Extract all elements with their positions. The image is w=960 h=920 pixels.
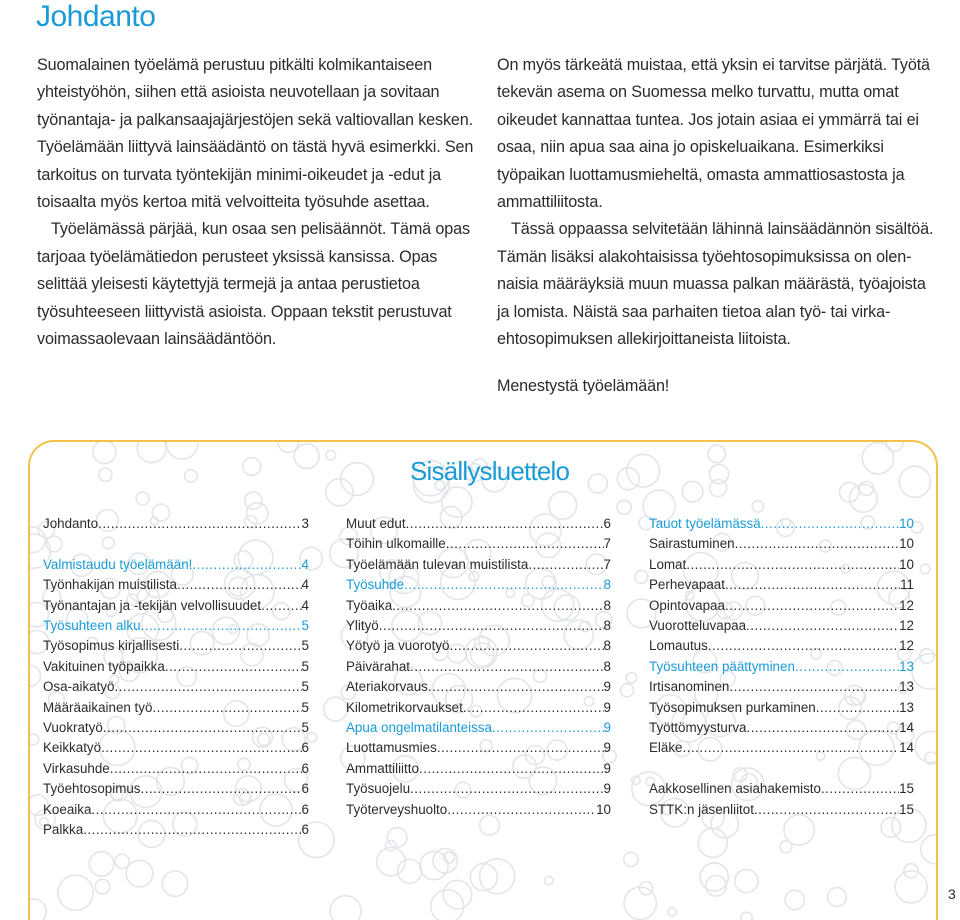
toc-entry-page: 11	[900, 577, 914, 593]
toc-entry-label: Määräaikainen työ	[43, 699, 153, 715]
toc-leader-dots	[729, 677, 899, 697]
toc-entry-page: 12	[899, 638, 914, 654]
toc-leader-dots	[447, 800, 596, 820]
toc-entry[interactable]	[346, 738, 611, 758]
toc-leader-dots	[492, 718, 604, 738]
bubble-decoration	[294, 444, 319, 469]
page-number: 3	[948, 886, 956, 902]
toc-entry[interactable]	[346, 698, 611, 718]
toc-entry-page: 8	[603, 658, 611, 674]
bubble-decoration	[620, 684, 633, 697]
toc-entry[interactable]	[649, 596, 914, 616]
toc-entry-page: 10	[899, 516, 914, 531]
toc-entry-page: 4	[301, 577, 309, 593]
closing-line: Menestystä työelämään!	[497, 377, 670, 396]
toc-entry-label: Irtisanominen	[649, 679, 730, 695]
toc-entry-label: Työttömyysturva	[649, 720, 747, 736]
toc-entry-page: 12	[899, 618, 914, 634]
toc-column-3	[649, 514, 914, 820]
bubble-decoration	[668, 908, 676, 916]
intro-paragraph-1: Suomalainen työelämä perustuu pitkälti kolmikantaiseen yhteistyöhön, siihen että asioista neuvotellaan ja sovitaan työnantaja- ja palkansaajajärjestöjen sekä valtiovallan kesken. Työelämään liittyvä lainsäädäntö on tästä hyvä esimerkki. Sen tarkoitus on turvata työntekijän minimi-oikeudet ja -edut ja toisaalta myös kertoa mitä velvoitteita työsuhde asettaa.	[37, 56, 474, 212]
toc-entry-page: 6	[301, 760, 309, 776]
toc-entry-page: 7	[603, 556, 611, 572]
bubble-decoration	[326, 450, 336, 460]
toc-entry[interactable]	[43, 636, 309, 656]
toc-entry-page: 8	[603, 638, 611, 654]
bubble-decoration	[185, 470, 198, 483]
toc-entry-page: 3	[301, 516, 309, 531]
toc-leader-dots	[192, 555, 301, 575]
toc-leader-dots	[795, 657, 899, 677]
toc-leader-dots	[404, 575, 603, 595]
toc-leader-dots	[437, 738, 604, 758]
toc-leader-dots	[152, 698, 301, 718]
bubble-decoration	[115, 854, 129, 868]
toc-leader-dots	[463, 698, 604, 718]
toc-entry-page: 9	[603, 781, 611, 797]
toc-leader-dots	[754, 800, 899, 820]
toc-leader-dots	[410, 779, 604, 799]
bubble-decoration	[136, 492, 149, 505]
bubble-decoration	[682, 481, 703, 502]
toc-entry-page: 6	[301, 740, 309, 756]
bubble-decoration	[89, 852, 114, 877]
toc-leader-dots	[165, 657, 302, 677]
toc-leader-dots	[379, 616, 604, 636]
toc-entry[interactable]	[649, 718, 914, 738]
bubble-decoration	[545, 876, 554, 885]
toc-column-2	[346, 514, 611, 820]
bubble-decoration	[881, 818, 901, 838]
bubble-decoration	[862, 443, 893, 474]
bubble-decoration	[921, 835, 938, 864]
toc-entry-label: Työterveyshuolto	[346, 801, 448, 817]
bubble-decoration	[635, 570, 648, 583]
toc-entry-page: 9	[603, 760, 611, 776]
bubble-decoration	[30, 665, 41, 686]
bubble-decoration	[627, 454, 660, 487]
bubble-decoration	[709, 464, 728, 483]
bubble-decoration	[828, 888, 847, 907]
toc-entry-page: 7	[603, 536, 611, 552]
toc-leader-dots	[761, 514, 899, 534]
toc-entry[interactable]	[346, 616, 611, 636]
toc-entry-page: 8	[603, 597, 611, 613]
toc-entry[interactable]	[43, 596, 309, 616]
toc-spacer	[43, 534, 309, 554]
bubble-decoration	[849, 484, 877, 512]
bubble-decoration	[785, 890, 804, 909]
toc-entry[interactable]	[649, 677, 914, 697]
bubble-decoration	[30, 734, 39, 745]
toc-entry[interactable]	[43, 575, 309, 595]
toc-entry-label: Sairastuminen	[649, 536, 735, 552]
toc-entry[interactable]	[43, 514, 309, 534]
toc-entry-label: Työnantajan ja -tekijän velvollisuudet	[43, 597, 262, 613]
bubble-decoration	[30, 899, 46, 920]
toc-entry-page: 5	[301, 720, 309, 736]
toc-leader-dots	[725, 596, 899, 616]
toc-entry-label: Työsuhteen päättyminen	[649, 658, 795, 674]
bubble-decoration	[588, 474, 607, 493]
toc-entry-label: Työsuojelu	[346, 781, 411, 797]
toc-entry-label: Päivärahat	[346, 658, 411, 674]
toc-leader-dots	[392, 596, 603, 616]
toc-entry[interactable]	[346, 677, 611, 697]
toc-leader-dots	[141, 616, 302, 636]
bubble-decoration	[137, 442, 166, 463]
toc-entry-label: Vuorotteluvapaa	[649, 618, 747, 634]
toc-leader-dots	[725, 575, 900, 595]
toc-entry-page: 4	[301, 556, 309, 572]
toc-leader-dots	[261, 596, 301, 616]
toc-entry-page: 15	[899, 781, 914, 797]
toc-entry[interactable]	[346, 596, 611, 616]
bubble-decoration	[920, 564, 930, 574]
toc-entry-page: 5	[301, 618, 309, 634]
toc-entry-label: Vuokratyö	[43, 720, 103, 736]
toc-entry-page: 9	[603, 740, 611, 756]
toc-leader-dots	[114, 677, 301, 697]
toc-entry-label: Johdanto	[43, 516, 99, 531]
toc-leader-dots	[410, 657, 604, 677]
toc-entry[interactable]	[649, 555, 914, 575]
toc-entry-page: 6	[603, 516, 611, 531]
toc-leader-dots	[179, 636, 301, 656]
bubble-decoration	[934, 445, 938, 454]
toc-entry-label: Työsopimuksen purkaminen	[649, 699, 816, 715]
bubble-decoration	[859, 481, 873, 495]
toc-entry[interactable]	[346, 657, 611, 677]
toc-entry[interactable]	[649, 779, 914, 799]
toc-entry-page: 9	[603, 699, 611, 715]
bubble-decoration	[752, 501, 763, 512]
toc-entry-page: 6	[301, 801, 309, 817]
bubble-decoration	[387, 827, 407, 847]
intro-paragraph-2: Työelämässä pärjää, kun osaa sen pelisäännöt. Tämä opas tarjoaa työelämätiedon perusteet yksissä kansissa. Opas selittää yleisesti käytettyjä termejä ja antaa perustietoa työsuhteeseen liittyvistä asioista. Oppaan tekstit perustuvat voimassaolevaan lainsäädäntöön.	[37, 220, 470, 349]
toc-entry[interactable]	[649, 534, 914, 554]
toc-entry-label: Ylityö	[346, 618, 379, 634]
toc-entry-label: Osa-aikatyö	[43, 679, 115, 695]
bubble-decoration	[245, 492, 262, 509]
toc-entry[interactable]	[346, 555, 611, 575]
toc-entry[interactable]	[43, 820, 309, 840]
toc-entry-page: 15	[899, 801, 914, 817]
intro-right-column	[497, 52, 937, 401]
toc-entry-label: Vakituinen työpaikka	[43, 658, 165, 674]
toc-entry-label: Muut edut	[346, 516, 406, 531]
toc-column-1	[43, 514, 309, 840]
toc-entry-page: 13	[899, 658, 914, 674]
toc-section-heading[interactable]	[649, 657, 914, 677]
toc-entry-label: Työehtosopimus	[43, 781, 141, 797]
toc-leader-dots	[428, 677, 604, 697]
toc-entry[interactable]	[649, 738, 914, 758]
toc-entry-page: 12	[899, 597, 914, 613]
toc-leader-dots	[419, 759, 604, 779]
toc-entry[interactable]	[43, 738, 309, 758]
bubble-decoration	[710, 480, 727, 497]
toc-entry-label: Yötyö ja vuorotyö	[346, 638, 450, 654]
bubble-decoration	[341, 463, 374, 496]
toc-leader-dots	[98, 514, 301, 534]
toc-entry[interactable]	[649, 616, 914, 636]
bubble-decoration	[95, 879, 110, 894]
bubble-decoration	[735, 870, 758, 893]
toc-entry-page: 5	[301, 699, 309, 715]
bubble-decoration	[93, 442, 116, 464]
toc-entry[interactable]	[346, 759, 611, 779]
bubble-decoration	[698, 828, 727, 857]
toc-entry[interactable]	[649, 636, 914, 656]
toc-leader-dots	[141, 779, 302, 799]
toc-leader-dots	[91, 800, 301, 820]
bubble-decoration	[99, 468, 112, 481]
toc-entry[interactable]	[43, 759, 309, 779]
toc-entry-page: 13	[899, 699, 914, 715]
toc-entry-page: 8	[603, 577, 611, 593]
intro-left-column	[37, 52, 477, 353]
toc-entry-page: 8	[603, 618, 611, 634]
page-title: Johdanto	[36, 0, 156, 33]
toc-leader-dots	[446, 534, 604, 554]
toc-section-heading[interactable]	[346, 718, 611, 738]
bubble-decoration	[126, 860, 153, 887]
toc-entry-page: 5	[301, 679, 309, 695]
toc-entry[interactable]	[346, 636, 611, 656]
toc-entry-label: Valmistaudu työelämään!	[43, 556, 193, 572]
toc-entry-page: 6	[301, 822, 309, 838]
toc-leader-dots	[101, 738, 301, 758]
bubble-decoration	[166, 442, 198, 459]
toc-entry[interactable]	[43, 698, 309, 718]
bubble-decoration	[243, 458, 261, 476]
toc-leader-dots	[746, 718, 899, 738]
toc-entry-label: STTK:n jäsenliitot	[649, 801, 754, 817]
toc-leader-dots	[449, 636, 603, 656]
toc-entry-label: Työsopimus kirjallisesti	[43, 638, 180, 654]
bubble-decoration	[58, 875, 93, 910]
toc-entry-page: 13	[899, 679, 914, 695]
toc-entry-page: 5	[301, 658, 309, 674]
toc-entry-page: 5	[301, 638, 309, 654]
intro-paragraph-3: On myös tärkeätä muistaa, että yksin ei tarvitse pärjätä. Työtä tekevän asema on Suomessa melko turvattu, mutta omat oikeudet kannattaa tuntea. Jos jotain asiaa ei ymmärrä tai ei osaa, niin apua saa aina jo opiskeluaikana. Esimerkiksi työpaikan luottamusmieheltä, omasta ammattiosastosta ja ammattiliitosta.	[497, 56, 930, 212]
bubble-decoration	[915, 731, 938, 762]
bubble-decoration	[741, 912, 752, 920]
bubble-decoration	[162, 871, 187, 896]
toc-section-heading[interactable]	[346, 575, 611, 595]
toc-entry-page: 9	[603, 720, 611, 736]
toc-leader-dots	[110, 759, 302, 779]
toc-entry[interactable]	[43, 779, 309, 799]
toc-entry[interactable]	[346, 800, 611, 820]
toc-entry-label: Apua ongelmatilanteissa	[346, 720, 492, 736]
toc-entry-label: Ammattiliitto	[346, 760, 419, 776]
toc-section-heading[interactable]	[43, 555, 309, 575]
bubble-decoration	[330, 896, 361, 920]
toc-entry-page: 6	[301, 781, 309, 797]
toc-title: Sisällysluettelo	[410, 456, 570, 486]
toc-leader-dots	[406, 514, 604, 534]
toc-entry[interactable]	[649, 575, 914, 595]
toc-leader-dots	[683, 738, 900, 758]
toc-spacer	[649, 759, 914, 779]
toc-entry-label: Työsuhteen alku	[43, 618, 141, 634]
toc-entry-label: Palkka	[43, 822, 84, 838]
toc-entry-label: Aakkosellinen asiahakemisto	[649, 781, 821, 797]
bubble-decoration	[706, 876, 727, 897]
toc-leader-dots	[103, 718, 302, 738]
toc-entry-label: Kilometrikorvaukset	[346, 699, 463, 715]
toc-entry-label: Koeaika	[43, 801, 92, 817]
toc-entry-page: 10	[596, 801, 611, 817]
toc-entry[interactable]	[346, 779, 611, 799]
bubble-decoration	[442, 487, 472, 517]
toc-entry-label: Työnhakijan muistilista	[43, 577, 177, 593]
toc-entry-label: Töihin ulkomaille	[346, 536, 446, 552]
bubble-decoration	[700, 863, 728, 891]
bubble-decoration	[626, 673, 637, 684]
toc-entry[interactable]	[346, 514, 611, 534]
toc-entry[interactable]	[43, 677, 309, 697]
bubble-decoration	[895, 871, 927, 903]
toc-entry-label: Keikkatyö	[43, 740, 102, 756]
toc-leader-dots	[177, 575, 302, 595]
toc-entry[interactable]	[43, 657, 309, 677]
bubble-decoration	[899, 466, 930, 497]
toc-entry[interactable]	[649, 698, 914, 718]
toc-entry-page: 10	[899, 556, 914, 572]
toc-entry-label: Opintovapaa	[649, 597, 725, 613]
bubble-decoration	[624, 852, 638, 866]
intro-paragraph-4: Tässä oppaassa selvitetään lähinnä lainsäädännön sisältöä. Tämän lisäksi alakohtaisissa työehtosopimuksissa on olen-naisia määräyksiä muun muassa palkan määrästä, työajoista ja lomista. Näistä saa parhaiten tietoa alan työ- tai virka-ehtosopimuksen allekirjoittaneista liitoista.	[497, 220, 934, 349]
toc-leader-dots	[528, 555, 603, 575]
toc-entry-label: Virkasuhde	[43, 760, 110, 776]
toc-section-heading[interactable]	[649, 514, 914, 534]
toc-leader-dots	[686, 555, 899, 575]
bubble-decoration	[708, 445, 726, 463]
toc-entry-label: Perhevapaat	[649, 577, 725, 593]
toc-leader-dots	[735, 534, 899, 554]
toc-entry-label: Lomat	[649, 556, 687, 572]
bubble-decoration	[324, 697, 348, 721]
toc-entry-page: 9	[603, 679, 611, 695]
toc-leader-dots	[816, 698, 899, 718]
toc-entry-page: 14	[899, 720, 914, 736]
toc-leader-dots	[821, 779, 899, 799]
bubble-decoration	[443, 880, 472, 909]
toc-entry-label: Työsuhde	[346, 577, 405, 593]
toc-entry-page: 4	[301, 597, 309, 613]
toc-entry[interactable]	[43, 718, 309, 738]
toc-entry-label: Ateriakorvaus	[346, 679, 428, 695]
toc-entry-label: Luottamusmies	[346, 740, 437, 756]
toc-entry-page: 10	[899, 536, 914, 552]
toc-entry[interactable]	[649, 800, 914, 820]
toc-entry[interactable]	[346, 534, 611, 554]
toc-section-heading[interactable]	[43, 616, 309, 636]
toc-entry-label: Työaika	[346, 597, 393, 613]
toc-leader-dots	[83, 820, 301, 840]
toc-entry-label: Lomautus	[649, 638, 708, 654]
bubble-decoration	[617, 500, 631, 514]
toc-entry-label: Tauot työelämässä	[649, 516, 761, 531]
toc-leader-dots	[708, 636, 899, 656]
toc-entry[interactable]	[43, 800, 309, 820]
toc-entry-page: 14	[899, 740, 914, 756]
toc-entry-label: Työelämään tulevan muistilista	[346, 556, 529, 572]
toc-leader-dots	[746, 616, 899, 636]
toc-entry-label: Eläke	[649, 740, 683, 756]
